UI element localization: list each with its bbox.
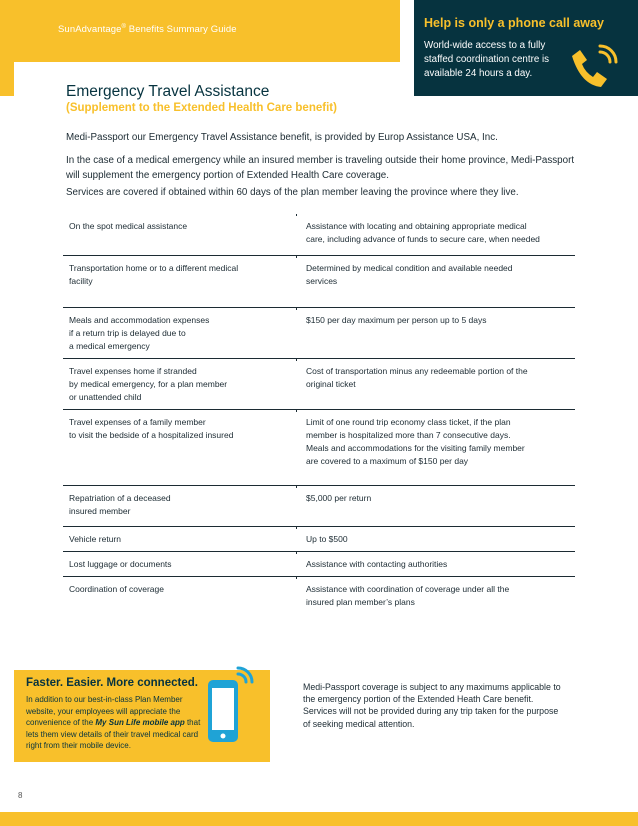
service-cell: Meals and accommodation expenses if a return trip is delayed due to a medical emergency	[69, 315, 210, 351]
table-row	[63, 214, 575, 255]
promo-title: Faster. Easier. More connected.	[26, 677, 198, 689]
header-accent-strip	[0, 62, 14, 96]
coverage-cell: Limit of one round trip economy class ticket, if the plan member is hospitalized more than 7 consecutive days. Meals and accommodations for the visiting family member are covered to a maximum of $150 per day	[306, 417, 525, 466]
mobile-phone-icon	[204, 666, 260, 748]
coverage-cell: Determined by medical condition and available needed services	[306, 263, 513, 286]
service-cell: Repatriation of a deceased insured member	[69, 493, 171, 516]
table-row	[63, 307, 575, 358]
table-row	[63, 255, 575, 307]
intro-paragraph: Medi-Passport our Emergency Travel Assistance benefit, is provided by Europ Assistance USA, Inc.	[66, 132, 498, 143]
promo-body: In addition to our best-in-class Plan Member website, your employees will appreciate the convenience of the My Sun Life mobile app that lets them view details of their travel medical card right from their mobile device.	[26, 695, 201, 751]
coverage-cell: Cost of transportation minus any redeemable portion of the original ticket	[306, 366, 528, 389]
app-name: My Sun Life mobile app	[95, 718, 185, 728]
footer-bar	[0, 812, 638, 826]
coverage-cell: Up to $500	[306, 534, 348, 544]
coverage-cell: $5,000 per return	[306, 493, 372, 503]
help-body: World-wide access to a fully staffed coordination centre is available 24 hours a day.	[424, 40, 550, 79]
page-number: 8	[18, 791, 23, 800]
service-cell: Vehicle return	[69, 534, 121, 544]
coverage-window-paragraph: Services are covered if obtained within 60 days of the plan member leaving the province where they live.	[66, 187, 519, 198]
service-cell: Lost luggage or documents	[69, 559, 172, 569]
section-title: Emergency Travel Assistance	[66, 83, 270, 100]
service-cell: Travel expenses of a family member to visit the bedside of a hospitalized insured	[69, 417, 234, 440]
coverage-cell: Assistance with contacting authorities	[306, 559, 448, 569]
coverage-cell: $150 per day maximum per person up to 5 days	[306, 315, 487, 325]
coverage-cell: Assistance with locating and obtaining appropriate medical care, including advance of funds to secure care, when needed	[306, 221, 540, 244]
service-cell: Travel expenses home if stranded by medical emergency, for a plan member or unattended child	[69, 366, 228, 402]
benefits-table	[63, 214, 575, 616]
table-row	[63, 409, 575, 485]
service-cell: Coordination of coverage	[69, 584, 164, 594]
table-row	[63, 485, 575, 526]
coverage-cell: Assistance with coordination of coverage under all the insured plan member’s plans	[306, 584, 510, 607]
table-row	[63, 358, 575, 409]
table-row	[63, 526, 575, 551]
help-title: Help is only a phone call away	[424, 16, 604, 30]
table-row	[63, 576, 575, 616]
section-subtitle: (Supplement to the Extended Health Care benefit)	[66, 102, 337, 114]
coverage-note: Medi-Passport coverage is subject to any maximums applicable to the emergency portion of the Extended Heath Care benefit. Services will not be provided during any trip taken for the purpose of seeking medical attention.	[303, 682, 561, 729]
phone-icon	[564, 44, 624, 94]
service-cell: Transportation home or to a different medical facility	[69, 263, 239, 286]
service-cell: On the spot medical assistance	[69, 221, 188, 231]
table-row	[63, 551, 575, 576]
guide-title: SunAdvantage® Benefits Summary Guide	[58, 24, 237, 36]
emergency-paragraph: In the case of a medical emergency while an insured member is traveling outside their home province, Medi-Passport will supplement the emergency portion of Extended Health Care coverage.	[66, 155, 575, 181]
